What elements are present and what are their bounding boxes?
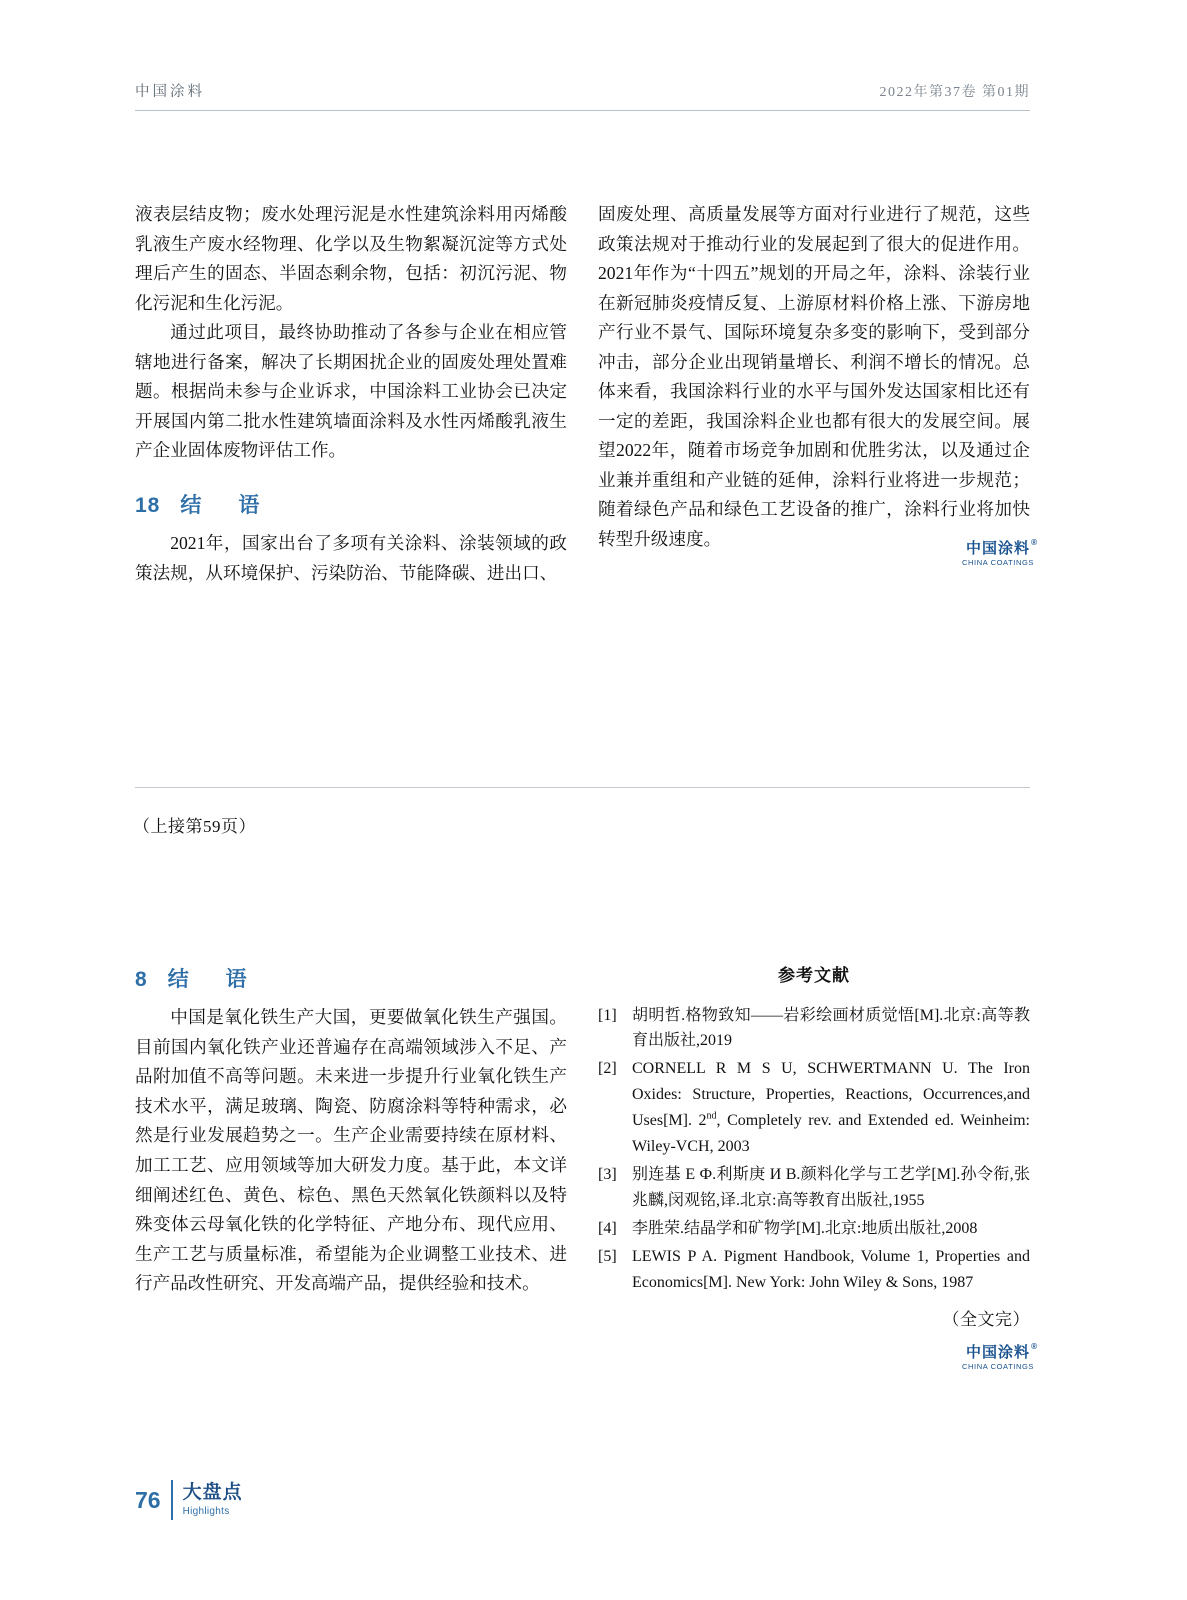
end-of-text-note: （全文完） [942, 1309, 1030, 1329]
list-item [598, 1244, 1030, 1296]
reference-text-tail: , Completely rev. and Extended ed. Weinheim: Wiley-VCH, 2003 [632, 1112, 1031, 1156]
reference-superscript: nd [706, 1110, 717, 1122]
header-divider [135, 110, 1030, 111]
issue-info: 2022年第37卷 第01期 [879, 85, 1030, 100]
china-coatings-logo [962, 1342, 1039, 1371]
footer-divider-bar [171, 1480, 173, 1520]
references-list [598, 1003, 1030, 1296]
reference-marker: [1] [598, 1006, 617, 1024]
list-item [598, 1162, 1030, 1214]
page-footer [135, 1480, 243, 1520]
registered-mark: ® [1031, 1342, 1039, 1351]
footer-section-cn: 大盘点 [182, 1482, 243, 1504]
brand-cn-text: 中国涂料 ® [966, 538, 1039, 557]
reference-marker: [5] [598, 1247, 617, 1265]
references-heading: 参考文献 [778, 966, 850, 985]
reference-text-head: CORNELL R M S U, SCHWERTMANN U. The Iron Oxides: Structure, Properties, Reactions, Occurrences,and Uses[M]. 2 [632, 1060, 1030, 1130]
footer-section-en: Highlights [182, 1505, 230, 1517]
reference-marker: [3] [598, 1165, 617, 1183]
section-title: 结 语 [167, 968, 255, 991]
journal-name: 中国涂料 [135, 84, 205, 100]
registered-mark: ® [1031, 538, 1039, 547]
section-title: 结 语 [180, 493, 268, 517]
paragraph: 固废处理、高质量发展等方面对行业进行了规范，这些政策法规对于推动行业的发展起到了很大的促进作用。2021年作为“十四五”规划的开局之年，涂料、涂装行业在新冠肺炎疫情反复、上游原材料价格上涨、下游房地产行业不景气、国际环境复杂多变的影响下，受到部分冲击，部分企业出现销量增长、利润不增长的情况。总体来看，我国涂料行业的水平与国外发达国家相比还有一定的差距，我国涂料企业也都有很大的发展空间。展望2022年，随着市场竞争加剧和优胜劣汰，以及通过企业兼并重组和产业链的延伸，涂料行业将进一步规范；随着绿色产品和绿色工艺设备的推广，涂料行业将加快转型升级速度。 [598, 204, 1030, 550]
brand-en-text: CHINA COATINGS [962, 558, 1035, 567]
section-heading-18 [135, 488, 567, 523]
paragraph: 通过此项目，最终协助推动了各参与企业在相应管辖地进行备案，解决了长期困扰企业的固废处理处置难题。根据尚未参与企业诉求，中国涂料工业协会已决定开展国内第二批水性建筑墙面涂料及水性丙烯酸乳液生产企业固体废物评估工作。 [135, 322, 567, 461]
reference-text: LEWIS P A. Pigment Handbook, Volume 1, Properties and Economics[M]. New York: John Wiley & Sons, 1987 [632, 1247, 1030, 1291]
section-number: 8 [135, 968, 148, 991]
list-item [598, 1216, 1030, 1242]
footer-section-label [183, 1483, 243, 1517]
lower-article-left-column [135, 962, 567, 1299]
page-header [135, 80, 1030, 101]
article-divider [135, 787, 1030, 788]
reference-marker: [2] [598, 1060, 617, 1078]
reference-text: 李胜荣.结晶学和矿物学[M].北京:地质出版社,2008 [632, 1219, 978, 1237]
china-coatings-logo [962, 538, 1039, 567]
reference-text: 别连基 Е Ф.利斯庚 И В.颜料化学与工艺学[M].孙令衔,张兆麟,闵观铭,译.北京:高等教育出版社,1955 [632, 1165, 1030, 1209]
continued-from-note: （上接第59页） [133, 817, 256, 836]
list-item [598, 1056, 1030, 1160]
section-heading-8 [135, 962, 567, 997]
reference-text: 胡明哲.格物致知——岩彩绘画材质觉悟[M].北京:高等教育出版社,2019 [632, 1006, 1030, 1050]
reference-marker: [4] [598, 1219, 617, 1237]
brand-cn-text: 中国涂料 ® [966, 1342, 1039, 1361]
paragraph: 2021年，国家出台了多项有关涂料、涂装领域的政策法规，从环境保护、污染防治、节能降碳、进出口、 [135, 533, 567, 583]
paragraph: 液表层结皮物；废水处理污泥是水性建筑涂料用丙烯酸乳液生产废水经物理、化学以及生物絮凝沉淀等方式处理后产生的固态、半固态剩余物，包括：初沉污泥、物化污泥和生化污泥。 [135, 204, 567, 313]
paragraph: 中国是氧化铁生产大国，更要做氧化铁生产强国。目前国内氧化铁产业还普遍存在高端领域涉入不足、产品附加值不高等问题。未来进一步提升行业氧化铁生产技术水平，满足玻璃、陶瓷、防腐涂料等特种需求，必然是行业发展趋势之一。生产企业需要持续在原材料、加工工艺、应用领域等加大研发力度。基于此，本文详细阐述红色、黄色、棕色、黑色天然氧化铁颜料以及特殊变体云母氧化铁的化学特征、产地分布、现代应用、生产工艺与质量标准，希望能为企业调整工业技术、进行产品改性研究、开发高端产品，提供经验和技术。 [135, 1007, 567, 1294]
list-item [598, 1003, 1030, 1055]
upper-article-left-column [135, 200, 567, 588]
upper-article-right-column [598, 200, 1039, 557]
references-column [598, 962, 1030, 1334]
page-number: 76 [135, 1486, 161, 1513]
section-number: 18 [135, 493, 161, 517]
brand-en-text: CHINA COATINGS [962, 1362, 1035, 1371]
reference-text [632, 1056, 1030, 1160]
